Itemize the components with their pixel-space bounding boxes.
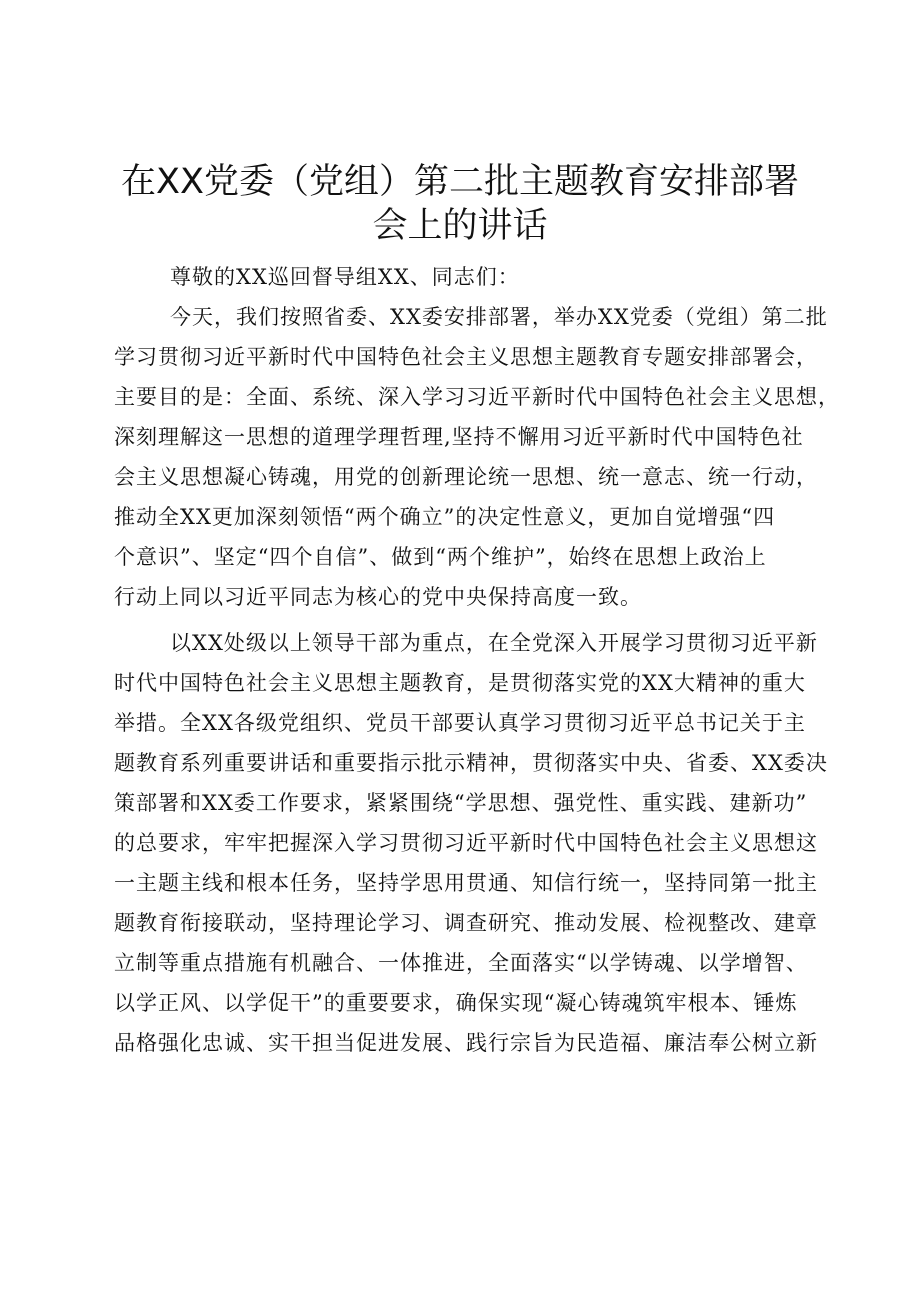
paragraph-line: 个意识”、坚定“四个自信”、做到“两个维护”，始终在思想上政治上 — [114, 545, 767, 569]
paragraph-line: 深刻理解这一思想的道理学理哲理,坚持不懈用习近平新时代中国特色社 — [114, 425, 804, 449]
paragraph-line: 时代中国特色社会主义思想主题教育，是贯彻落实党的XX大精神的重大 — [114, 671, 806, 695]
salutation: 尊敬的XX巡回督导组XX、同志们： — [170, 265, 520, 289]
paragraph-2 — [114, 623, 828, 1063]
paragraph-1 — [114, 297, 840, 617]
paragraph-line: 举措。全XX各级党组织、党员干部要认真学习贯彻习近平总书记关于主 — [114, 711, 806, 735]
paragraph-line: 品格强化忠诚、实干担当促进发展、践行宗旨为民造福、廉洁奉公树立新 — [114, 1031, 818, 1055]
paragraph-line: 策部署和XX委工作要求，紧紧围绕“学思想、强党性、重实践、建新功” — [114, 791, 808, 815]
paragraph-line: 今天，我们按照省委、XX委安排部署，举办XX党委（党组）第二批 — [170, 305, 828, 329]
paragraph-line: 以学正风、以学促干”的重要要求，确保实现“凝心铸魂筑牢根本、锤炼 — [114, 991, 798, 1015]
paragraph-line: 以XX处级以上领导干部为重点，在全党深入开展学习贯彻习近平新 — [170, 631, 818, 655]
document-body — [114, 257, 840, 1063]
paragraph-line: 的总要求，牢牢把握深入学习贯彻习近平新时代中国特色社会主义思想这 — [114, 831, 818, 855]
paragraph-line: 题教育系列重要讲话和重要指示批示精神，贯彻落实中央、省委、XX委决 — [114, 751, 828, 775]
paragraph-line: 立制等重点措施有机融合、一体推进，全面落实“以学铸魂、以学增智、 — [114, 951, 808, 975]
paragraph-line: 一主题主线和根本任务，坚持学思用贯通、知信行统一，坚持同第一批主 — [114, 871, 818, 895]
paragraph-line: 题教育衔接联动，坚持理论学习、调查研究、推动发展、检视整改、建章 — [114, 911, 818, 935]
paragraph-line: 学习贯彻习近平新时代中国特色社会主义思想主题教育专题安排部署会， — [114, 345, 818, 369]
title-line: 会上的讲话 — [372, 206, 548, 246]
paragraph-line: 行动上同以习近平同志为核心的党中央保持高度一致。 — [114, 585, 642, 609]
paragraph-line: 会主义思想凝心铸魂，用党的创新理论统一思想、统一意志、统一行动， — [114, 465, 818, 489]
title-line: 在XX党委（党组）第二批主题教育安排部署 — [121, 162, 799, 202]
paragraph-line: 主要目的是：全面、系统、深入学习习近平新时代中国特色社会主义思想， — [114, 385, 840, 409]
paragraph-line: 推动全XX更加深刻领悟“两个确立”的决定性意义，更加自觉增强“四 — [114, 505, 776, 529]
document-title — [110, 160, 810, 248]
